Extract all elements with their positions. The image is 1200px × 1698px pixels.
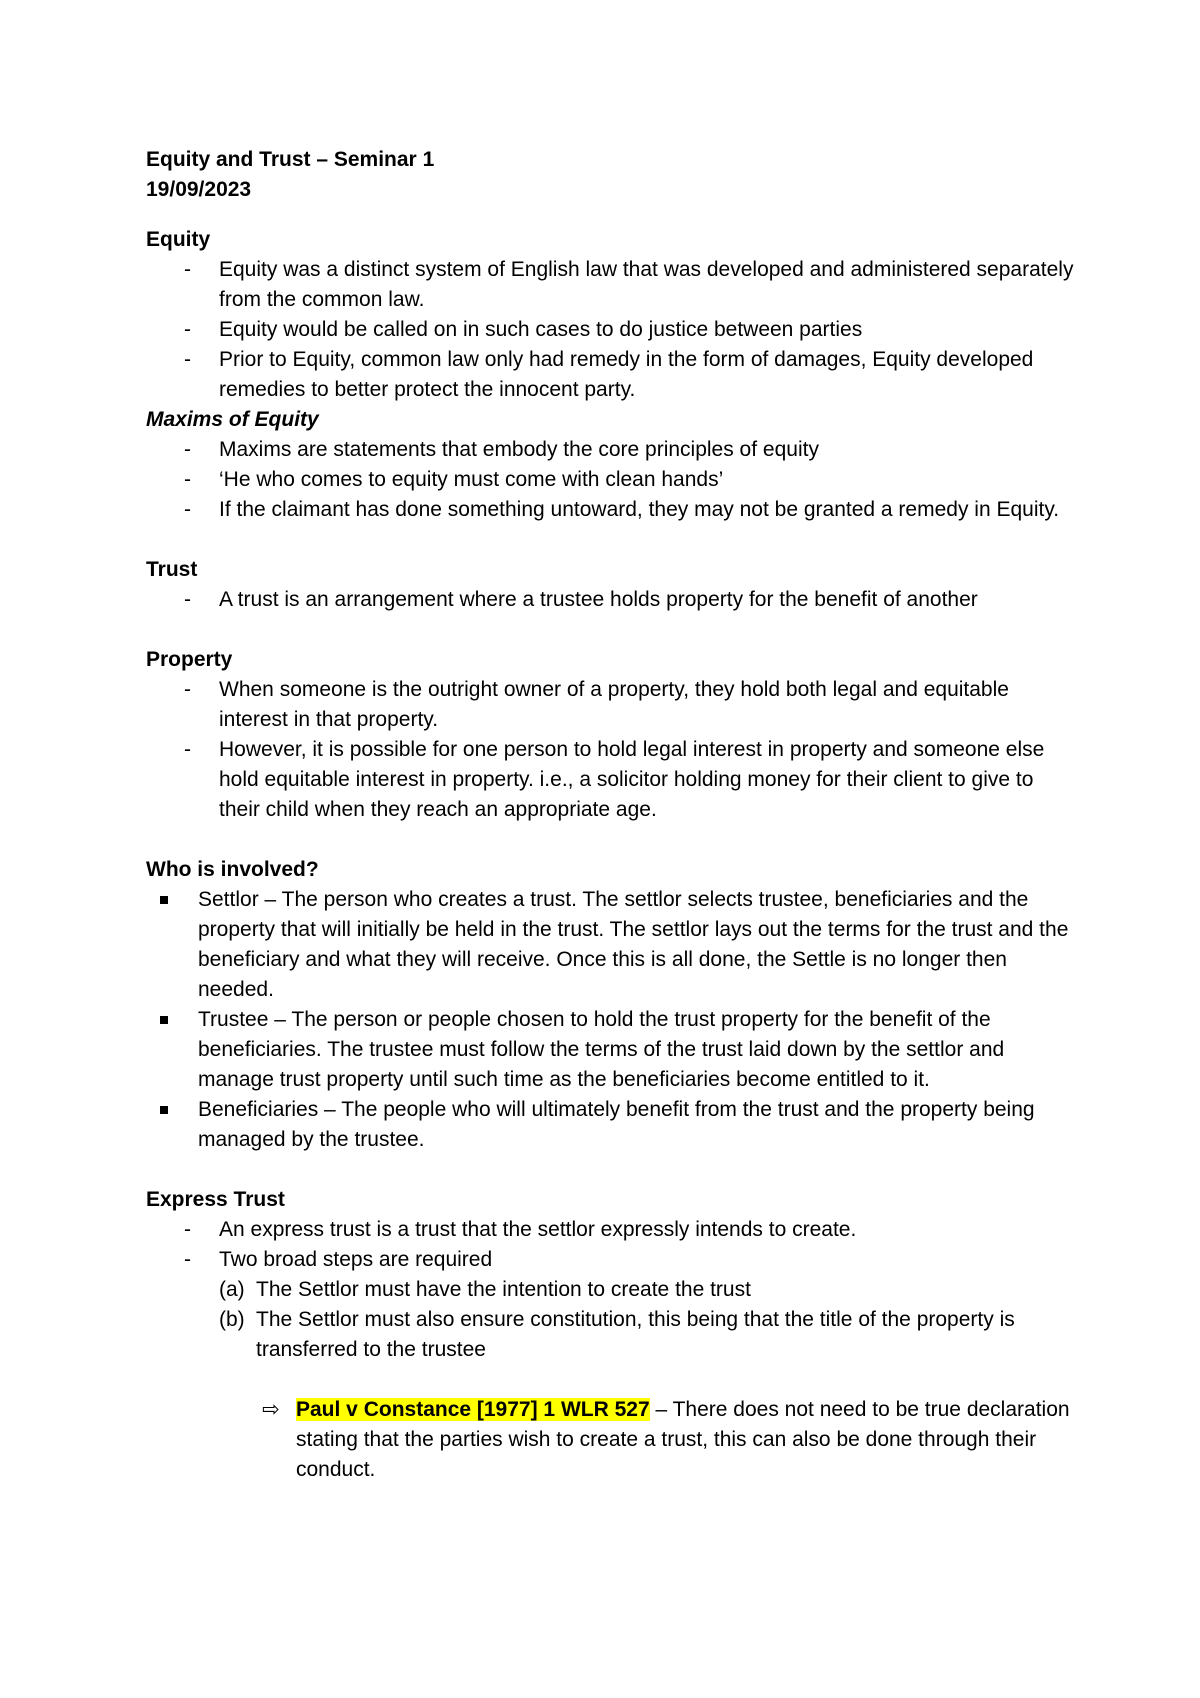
document-page [146,145,1076,1485]
heading-property: Property [146,648,233,671]
list-item: - Two broad steps are required [184,1248,493,1271]
list-item: - Prior to Equity, common law only had remedy in the form of damages, Equity developed remedies to better protect the innocent party. [184,348,1034,401]
list-item: - If the claimant has done something untoward, they may not be granted a remedy in Equity. [184,498,1060,521]
list-item: (a) The Settlor must have the intention to create the trust [219,1278,751,1301]
equity-list [146,255,1076,405]
case-note [146,1395,1076,1485]
square-bullet-icon [160,896,168,904]
trust-list [146,585,1076,615]
list-item: - An express trust is a trust that the settlor expressly intends to create. [184,1218,857,1241]
square-bullet-icon [160,1016,168,1024]
document-date: 19/09/2023 [146,178,252,201]
list-item: Settlor – The person who creates a trust. The settlor selects trustee, beneficiaries and the property that will initially be held in the trust. The settlor lays out the terms for the trust and the beneficiary and what they will receive. Once this is all done, the Settle is no longer then needed. [146,885,1076,1005]
heading-equity: Equity [146,228,211,251]
list-item: (b) The Settlor must also ensure constitution, this being that the title of the property is transferred to the trustee [219,1308,1015,1361]
list-item: - When someone is the outright owner of a property, they hold both legal and equitable interest in that property. [184,678,1009,731]
heading-express-trust: Express Trust [146,1188,285,1211]
list-item: - ‘He who comes to equity must come with clean hands’ [184,468,724,491]
document-title: Equity and Trust – Seminar 1 [146,148,435,171]
case-note-text: – There does not need to be true declaration stating that the parties wish to create a trust, this can also be done through their conduct. [296,1398,1070,1481]
list-item: Beneficiaries – The people who will ultimately benefit from the trust and the property being managed by the trustee. [146,1095,1076,1155]
list-item: Trustee – The person or people chosen to hold the trust property for the benefit of the beneficiaries. The trustee must follow the terms of the trust laid down by the settlor and manage trust property until such time as the beneficiaries become entitled to it. [146,1005,1076,1095]
square-bullet-icon [160,1106,168,1114]
list-item: - However, it is possible for one person to hold legal interest in property and someone else hold equitable interest in property. i.e., a solicitor holding money for their client to give to their child when they reach an appropriate age. [184,738,1045,821]
list-item: - Equity would be called on in such cases to do justice between parties [184,318,863,341]
arrow-right-icon: ⇨ [262,1398,280,1421]
heading-who-is-involved: Who is involved? [146,858,319,881]
involved-list [146,885,1076,1155]
maxims-list [146,435,1076,525]
case-citation: Paul v Constance [1977] 1 WLR 527 [296,1398,650,1421]
express-steps-list [146,1275,1076,1365]
list-item: - Equity was a distinct system of English law that was developed and administered separately from the common law. [184,258,1074,311]
heading-maxims: Maxims of Equity [146,408,319,431]
express-list [146,1215,1076,1275]
list-item: - Maxims are statements that embody the core principles of equity [184,438,819,461]
list-item: - A trust is an arrangement where a trustee holds property for the benefit of another [184,588,978,611]
property-list [146,675,1076,825]
heading-trust: Trust [146,558,198,581]
